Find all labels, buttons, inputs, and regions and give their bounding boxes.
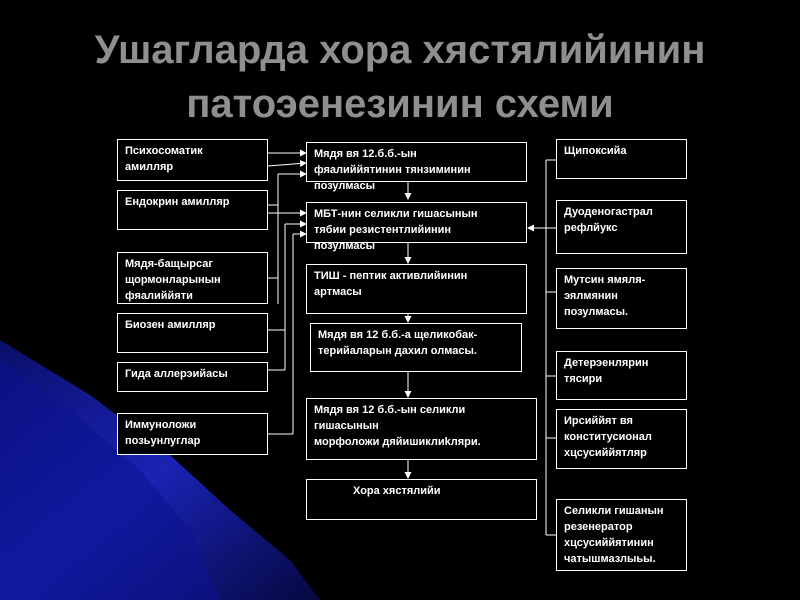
chain-morphological-changes: Мядя вя 12 б.б.-ын селикли гишасынын морфоложи дяйишиклиkляри. bbox=[306, 398, 537, 460]
factor-biogenic: Биозен амилляр bbox=[117, 313, 268, 353]
slide-title-line-1: Ушагларда хора хястялийинин bbox=[94, 28, 706, 72]
chain-regulation-disorder: Мядя вя 12.б.б.-ын фяалиййятинин тянзиминин позулмасы bbox=[306, 142, 527, 182]
chain-helicobacter: Мядя вя 12 б.б.-а щеликобак- терийаларын дахил олмасы. bbox=[310, 323, 522, 372]
factor-duodenogastric-reflux: Дуоденогастрал рефлйукс bbox=[556, 200, 687, 254]
factor-mucin-disorder: Мутсин ямяля- эялмянин позулмасы. bbox=[556, 268, 687, 329]
chain-acid-peptic-activity: ТИШ - пептик активлийинин артмасы bbox=[306, 264, 527, 314]
factor-hereditary: Ирсиййят вя конститусионал хцсусиййятляр bbox=[556, 409, 687, 469]
factor-endocrine: Ендокрин амилляр bbox=[117, 190, 268, 230]
slide-title-line-2: патоэенезинин схеми bbox=[186, 82, 614, 126]
line-psycho-to-center-2 bbox=[268, 163, 306, 166]
factor-detergents: Детерэенлярин тясири bbox=[556, 351, 687, 400]
factor-immunological: Иммуноложи позьунлуглар bbox=[117, 413, 268, 455]
factor-food-allergy: Гида аллерэийасы bbox=[117, 362, 268, 392]
factor-psychosomatic: Психосоматик амилляр bbox=[117, 139, 268, 181]
factor-regenerative-insufficiency: Селикли гишанын резенератор хцсусиййятинин чатышмазлыьы. bbox=[556, 499, 687, 571]
factor-hypoxia: Щипоксийа bbox=[556, 139, 687, 179]
factor-gastro-hormones: Мядя-бащырсаг щормонларынын фяалиййяти bbox=[117, 252, 268, 304]
chain-ulcer-disease: Хора хястялийи bbox=[306, 479, 537, 520]
chain-mucosal-resistance: МБТ-нин селикли гишасынын тябии резистентлийинин позулмасы bbox=[306, 202, 527, 243]
